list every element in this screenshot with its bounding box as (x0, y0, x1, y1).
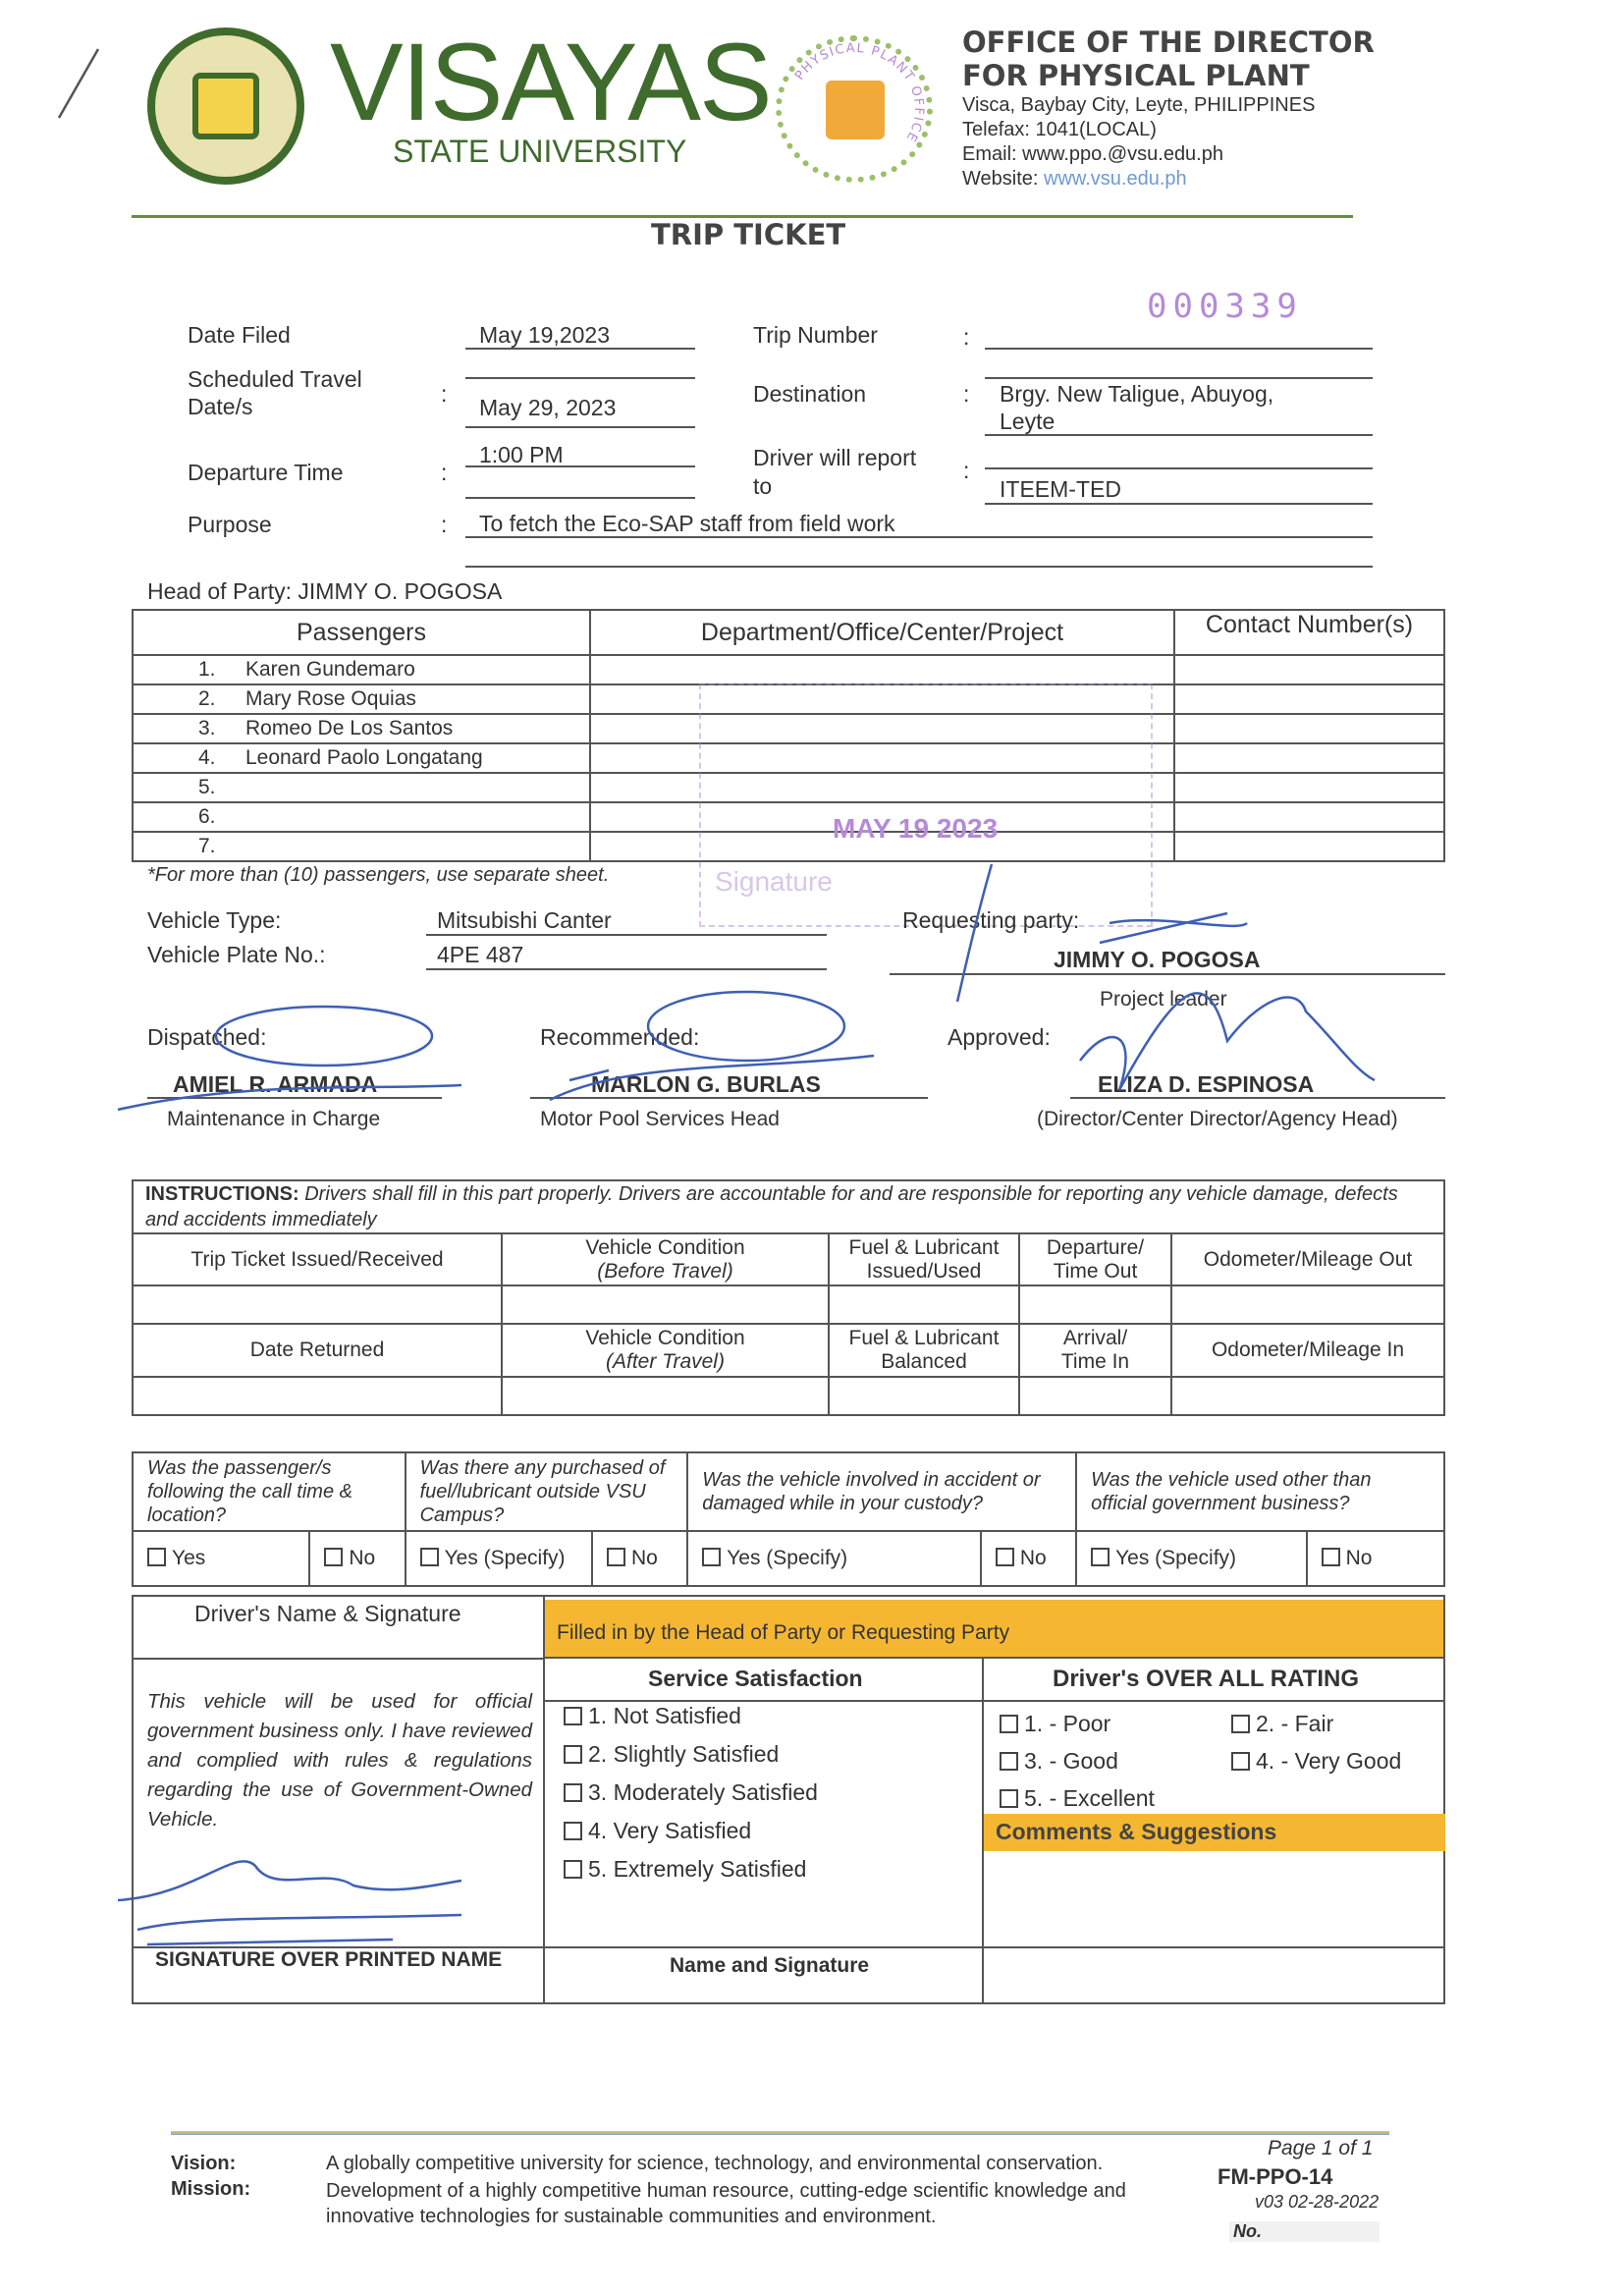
filled-by-text: Filled in by the Head of Party or Requesting Party (557, 1621, 1010, 1644)
label: Fuel & Lubricant (848, 1327, 1000, 1349)
label: Time In (1060, 1350, 1130, 1373)
sched-label-1: Scheduled Travel (188, 366, 362, 392)
driver-log-table (132, 1179, 1445, 1416)
dispatched-line (147, 1072, 442, 1099)
checkbox[interactable] (996, 1548, 1014, 1566)
option-label: 5. Extremely Satisfied (588, 1856, 807, 1882)
date-filed-line (465, 324, 695, 350)
trip-number-line (985, 324, 1373, 350)
contact-cell[interactable] (1174, 802, 1444, 832)
question-1-option[interactable] (133, 1531, 309, 1586)
website-link[interactable]: www.vsu.edu.ph (1044, 168, 1187, 190)
cell[interactable] (133, 1285, 502, 1324)
service-option-5[interactable] (564, 1856, 818, 1894)
brand-sub: STATE UNIVERSITY (393, 134, 687, 169)
vision-label: Vision: (171, 2153, 237, 2174)
form-code: FM-PPO-14 (1218, 2164, 1333, 2189)
mission-text: Development of a highly competitive human resource, cutting-edge scientific knowledge and innovative technologies for sustainable communities and environment. (326, 2180, 1126, 2227)
stamp-signature-label: Signature (715, 866, 833, 897)
colon: : (963, 324, 970, 350)
label: Vehicle Condition (585, 1235, 745, 1259)
driver-statement: This vehicle will be used for official government business only. I have reviewed and complied with rules & regulations regarding the use of Government-Owned Vehicle. (147, 1690, 532, 1831)
cell[interactable] (1019, 1377, 1171, 1415)
col-departure-time (1019, 1233, 1171, 1285)
requesting-label: Requesting party: (902, 907, 1080, 933)
passenger-name: Leonard Paolo Longatang (245, 746, 483, 769)
option-label: 2. Slightly Satisfied (588, 1741, 780, 1767)
checkbox[interactable] (420, 1548, 439, 1566)
questions-table (132, 1451, 1445, 1587)
requesting-name: JIMMY O. POGOSA (1054, 947, 1261, 972)
label: Time Out (1053, 1259, 1138, 1283)
contact-cell[interactable] (1174, 684, 1444, 714)
cell[interactable] (1171, 1285, 1444, 1324)
rating-2[interactable] (1231, 1711, 1333, 1737)
destination-line (985, 412, 1373, 436)
rating-header: Driver's OVER ALL RATING (1053, 1666, 1359, 1692)
question-4-option[interactable] (1307, 1531, 1444, 1586)
col-arrival-time (1019, 1324, 1171, 1377)
brand-main: VISAYAS (330, 21, 771, 143)
purpose-line-2 (465, 548, 1373, 568)
page-title: TRIP TICKET (651, 218, 846, 251)
passenger-name-cell[interactable] (133, 773, 590, 802)
vehicle-type-label: Vehicle Type: (147, 907, 282, 933)
checkbox[interactable] (1000, 1789, 1018, 1808)
instructions-text: Drivers shall fill in this part properly. Drivers are accountable for and are responsible for reporting any vehicle damage, defects and accidents immediately (145, 1183, 1398, 1230)
dispatched-title: Maintenance in Charge (167, 1108, 381, 1130)
departure-value: 1:00 PM (479, 442, 564, 467)
service-option-4[interactable] (564, 1818, 818, 1856)
recommended-line (530, 1072, 928, 1099)
sched-value: May 29, 2023 (479, 395, 617, 420)
colon: : (963, 458, 970, 483)
question-1-option[interactable] (309, 1531, 405, 1586)
serial-number: 000339 (1147, 287, 1303, 326)
address: Visca, Baybay City, Leyte, PHILIPPINES (962, 94, 1316, 116)
col-contact: Contact Number(s) (1174, 610, 1444, 655)
cell[interactable] (133, 1377, 502, 1415)
label: 5. - Excellent (1024, 1785, 1155, 1811)
report-value: ITEEM-TED (1000, 476, 1121, 502)
colon: : (963, 381, 970, 407)
instructions-cell (133, 1180, 1444, 1233)
question-2-option[interactable] (592, 1531, 687, 1586)
approved-title: (Director/Center Director/Agency Head) (1037, 1108, 1398, 1130)
col-trip-ticket-issued: Trip Ticket Issued/Received (133, 1233, 502, 1285)
rating-5[interactable] (1000, 1785, 1155, 1812)
label: Arrival/ (1062, 1327, 1128, 1349)
contact-cell[interactable] (1174, 743, 1444, 773)
passenger-name-cell[interactable] (133, 684, 590, 714)
vsu-seal-logo (147, 27, 304, 185)
contact-cell[interactable] (1174, 832, 1444, 861)
plate-label: Vehicle Plate No.: (147, 942, 326, 967)
purpose-line-1 (465, 511, 1373, 538)
contact-cell[interactable] (1174, 714, 1444, 743)
dispatched-label: Dispatched: (147, 1024, 267, 1050)
rating-1[interactable] (1000, 1711, 1110, 1737)
passenger-number: 3. (198, 717, 216, 739)
col-passengers: Passengers (133, 610, 590, 655)
question-3: Was the vehicle involved in accident or damaged while in your custody? (687, 1452, 1076, 1531)
dispatched-name: AMIEL R. ARMADA (173, 1071, 378, 1097)
checkbox[interactable] (1231, 1715, 1250, 1733)
checkbox[interactable] (1091, 1548, 1110, 1566)
service-option-3[interactable] (564, 1779, 818, 1818)
passenger-number: 2. (198, 687, 216, 710)
passenger-row (133, 655, 1444, 684)
departure-line-1 (465, 442, 695, 467)
vision-text: A globally competitive university for science, technology, and environmental conservation. (326, 2153, 1104, 2174)
option-label: 3. Moderately Satisfied (588, 1779, 818, 1805)
question-2-option[interactable] (406, 1531, 592, 1586)
head-of-party: Head of Party: JIMMY O. POGOSA (147, 578, 503, 604)
colon: : (441, 460, 448, 485)
checkbox[interactable] (564, 1707, 582, 1725)
departure-label: Departure Time (188, 460, 344, 485)
question-3-option[interactable] (981, 1531, 1076, 1586)
checkbox[interactable] (564, 1783, 582, 1802)
passenger-name: Karen Gundemaro (245, 658, 415, 681)
cell[interactable] (502, 1285, 829, 1324)
vehicle-type-value: Mitsubishi Canter (437, 907, 612, 933)
office-title-1: OFFICE OF THE DIRECTOR (962, 26, 1375, 59)
destination-value-2: Leyte (1000, 409, 1056, 434)
date-filed-value: May 19,2023 (479, 322, 610, 348)
filled-by-banner (545, 1600, 1443, 1657)
recommended-title: Motor Pool Services Head (540, 1108, 780, 1130)
sched-label-2: Date/s (188, 394, 253, 419)
label: 4. - Very Good (1256, 1748, 1402, 1774)
service-option-2[interactable] (564, 1741, 818, 1779)
passenger-number: 4. (198, 746, 216, 769)
col-vehicle-condition-before (502, 1233, 829, 1285)
received-stamp (699, 683, 1153, 927)
physical-plant-seal (776, 35, 933, 183)
divider (134, 1658, 543, 1660)
passenger-name-cell[interactable] (133, 743, 590, 773)
label: Issued/Used (866, 1259, 982, 1283)
department-cell[interactable] (590, 655, 1174, 684)
report-line-1 (985, 444, 1373, 469)
passenger-number: 5. (198, 776, 216, 798)
col-odometer-in: Odometer/Mileage In (1171, 1324, 1444, 1377)
checkbox[interactable] (1322, 1548, 1340, 1566)
rating-4[interactable] (1231, 1748, 1401, 1775)
comments-box[interactable] (984, 1851, 1445, 2004)
comments-header (984, 1814, 1445, 1851)
website (962, 168, 1187, 191)
checkbox[interactable] (564, 1860, 582, 1879)
report-label-1: Driver will report (753, 445, 917, 470)
col-date-returned: Date Returned (133, 1324, 502, 1377)
recommended-label: Recommended: (540, 1024, 700, 1050)
option-label: No (1019, 1547, 1047, 1569)
destination-value-1: Brgy. New Taligue, Abuyog, (1000, 381, 1274, 407)
passenger-name-cell[interactable] (133, 714, 590, 743)
date-filed-label: Date Filed (188, 322, 291, 348)
passenger-name-cell[interactable] (133, 802, 590, 832)
colon: : (441, 512, 448, 537)
recommended-name: MARLON G. BURLAS (591, 1071, 821, 1097)
label: Vehicle Condition (585, 1327, 745, 1349)
col-odometer-out: Odometer/Mileage Out (1171, 1233, 1444, 1285)
purpose-label: Purpose (188, 512, 272, 537)
office-title-2: FOR PHYSICAL PLANT (962, 59, 1310, 92)
cell[interactable] (502, 1377, 829, 1415)
label: 3. - Good (1024, 1748, 1118, 1774)
destination-line-top (985, 354, 1373, 379)
question-4: Was the vehicle used other than official government business? (1076, 1452, 1444, 1531)
checkbox[interactable] (1000, 1715, 1018, 1733)
comments-label: Comments & Suggestions (996, 1819, 1277, 1844)
passenger-number: 7. (198, 835, 216, 857)
question-4-option[interactable] (1076, 1531, 1307, 1586)
contact-cell[interactable] (1174, 655, 1444, 684)
name-signature-label: Name and Signature (670, 1954, 870, 1977)
col-fuel-issued (829, 1233, 1019, 1285)
col-vehicle-condition-after (502, 1324, 829, 1377)
option-label: No (1345, 1547, 1373, 1569)
label: Fuel & Lubricant (848, 1235, 1000, 1259)
email: Email: www.ppo.@vsu.edu.ph (962, 143, 1223, 165)
requesting-title: Project leader (1100, 988, 1227, 1011)
rating-3[interactable] (1000, 1748, 1118, 1775)
checkbox[interactable] (1000, 1752, 1018, 1771)
option-label: Yes (Specify) (444, 1547, 566, 1569)
label: Departure/ (1046, 1235, 1145, 1259)
sched-line-1 (465, 354, 695, 379)
report-label-2: to (753, 473, 773, 499)
form-no: No. (1229, 2221, 1380, 2242)
vehicle-type-line (426, 908, 827, 936)
approved-name: ELIZA D. ESPINOSA (1098, 1071, 1315, 1097)
departure-line-2 (465, 481, 695, 499)
checkbox[interactable] (324, 1548, 343, 1566)
option-label: No (349, 1547, 376, 1569)
passenger-name: Mary Rose Oquias (245, 687, 416, 710)
stamp-date: MAY 19 2023 (833, 813, 999, 844)
report-line-2 (985, 479, 1373, 505)
service-option-1[interactable] (564, 1703, 818, 1741)
checkbox[interactable] (1231, 1752, 1250, 1771)
option-label: Yes (Specify) (1115, 1547, 1237, 1569)
option-label: Yes (172, 1547, 206, 1569)
instructions-bold: INSTRUCTIONS: (145, 1183, 299, 1205)
question-3-option[interactable] (687, 1531, 981, 1586)
driver-signature-label: SIGNATURE OVER PRINTED NAME (155, 1948, 503, 1971)
option-label: Yes (Specify) (727, 1547, 848, 1569)
checkbox[interactable] (702, 1548, 721, 1566)
footer-divider (171, 2131, 1389, 2135)
colon: : (441, 381, 448, 407)
divider (545, 1657, 1445, 1659)
plate-line (426, 943, 827, 970)
trip-number-label: Trip Number (753, 322, 878, 348)
approved-line (1070, 1072, 1445, 1099)
service-options (564, 1703, 818, 1894)
destination-label: Destination (753, 381, 867, 407)
form-version: v03 02-28-2022 (1255, 2192, 1380, 2212)
purpose-value: To fetch the Eco-SAP staff from field work (479, 511, 895, 536)
option-label: 1. Not Satisfied (588, 1703, 741, 1728)
passenger-name: Romeo De Los Santos (245, 717, 454, 739)
label: (After Travel) (606, 1350, 725, 1373)
approved-label: Approved: (947, 1024, 1051, 1050)
divider (545, 1700, 1445, 1702)
checkbox[interactable] (564, 1822, 582, 1840)
telefax: Telefax: 1041(LOCAL) (962, 119, 1157, 140)
requesting-line (890, 949, 1445, 975)
mission-label: Mission: (171, 2178, 251, 2200)
passenger-name-cell[interactable] (133, 655, 590, 684)
passenger-number: 6. (198, 805, 216, 828)
seal-lettering (776, 35, 933, 183)
label: (Before Travel) (597, 1259, 733, 1283)
passenger-number: 1. (198, 658, 216, 681)
sched-line-2 (465, 403, 695, 428)
bottom-section (132, 1595, 1445, 2004)
cell[interactable] (829, 1377, 1019, 1415)
question-1: Was the passenger/s following the call time & location? (133, 1452, 406, 1531)
label: 2. - Fair (1256, 1711, 1334, 1736)
driver-header: Driver's Name & Signature (194, 1601, 461, 1626)
passengers-note: *For more than (10) passengers, use separate sheet. (147, 864, 610, 886)
question-2: Was there any purchased of fuel/lubricant outside VSU Campus? (406, 1452, 688, 1531)
cell[interactable] (829, 1285, 1019, 1324)
seal2-text: PHYSICAL PLANT OFFICE (792, 40, 927, 145)
option-label: 4. Very Satisfied (588, 1818, 752, 1843)
label: 1. - Poor (1024, 1711, 1111, 1736)
plate-value: 4PE 487 (437, 942, 524, 967)
checkbox[interactable] (607, 1548, 625, 1566)
cell[interactable] (1171, 1377, 1444, 1415)
col-department: Department/Office/Center/Project (590, 610, 1174, 655)
col-fuel-balanced (829, 1324, 1019, 1377)
passenger-name-cell[interactable] (133, 832, 590, 861)
option-label: No (631, 1547, 658, 1569)
service-header: Service Satisfaction (648, 1666, 863, 1691)
cell[interactable] (1019, 1285, 1171, 1324)
checkbox[interactable] (147, 1548, 166, 1566)
label: Balanced (881, 1350, 967, 1373)
contact-cell[interactable] (1174, 773, 1444, 802)
page-number: Page 1 of 1 (1268, 2137, 1374, 2159)
svg-text:PHYSICAL PLANT OFFICE (792, 41, 926, 145)
website-label: Website: (962, 168, 1039, 190)
checkbox[interactable] (564, 1745, 582, 1764)
